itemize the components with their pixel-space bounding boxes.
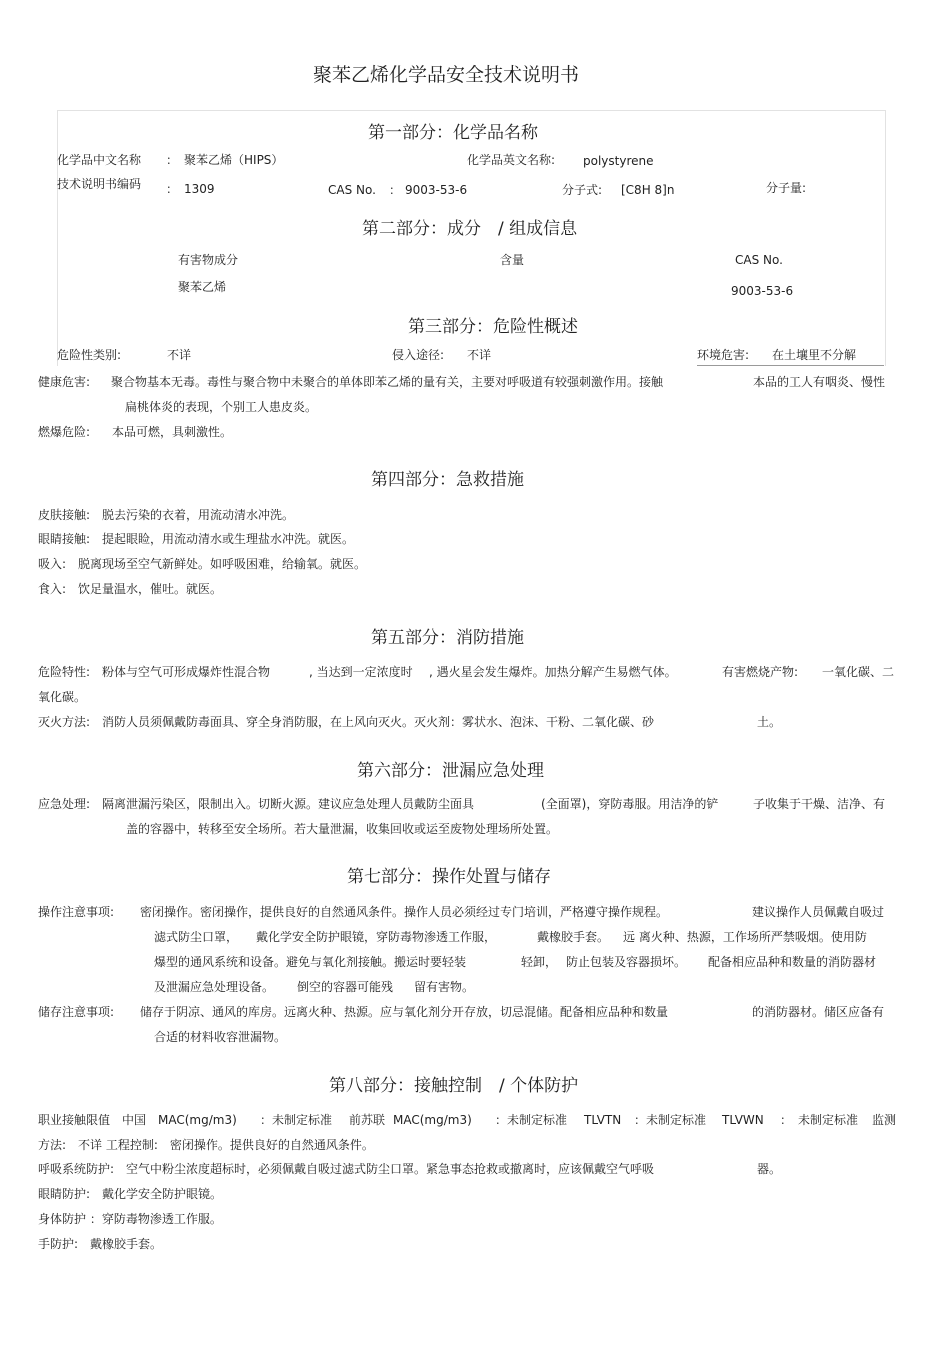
colon: ： [166,182,179,196]
handling-text: 留有害物。 [414,980,475,994]
handling-text: 倒空的容器可能残 [297,980,394,994]
cn-name-label: 化学品中文名称 [57,153,142,167]
cas-value: 9003-53-6 [405,183,468,197]
molecular-weight-label: 分子量: [766,181,807,195]
eye-protection: 眼睛防护: 戴化学安全防护眼镜。 [38,1187,223,1201]
spill-response-text: 盖的容器中，转移至安全场所。若大量泄漏，收集回收或运至废物处理场所处置。 [126,822,559,836]
handling-text: 远 离火种、热源，工作场所严禁吸烟。使用防 [623,930,867,944]
exposure-limits-text: 职业接触限值 中国 [38,1113,147,1127]
handling-text: 防止包装及容器损坏。 [566,955,687,969]
section-7-heading: 第七部分：操作处置与储存 [347,867,551,887]
hand-protection: 手防护: 戴橡胶手套。 [38,1237,163,1251]
extinguishing-method: 灭火方法: 消防人员须佩戴防毒面具、穿全身消防服，在上风向灭火。灭火剂：雾状水、泡沫、干粉、二氧化碳、砂 [38,715,655,729]
first-aid-eye: 眼睛接触: 提起眼睑，用流动清水或生理盐水冲洗。就医。 [38,532,355,546]
monitoring-engineering-text: 方法: 不详 工程控制: 密闭操作。提供良好的自然通风条件。 [38,1138,374,1152]
spill-response-text: 应急处理: 隔离泄漏污染区，限制出入。切断火源。建议应急处理人员戴防尘面具 [38,797,475,811]
exposure-limits-text: 监测 [872,1113,897,1127]
column-header-cas: CAS No. [735,253,783,267]
body-protection: 身体防护 ：穿防毒物渗透工作服。 [38,1212,222,1226]
section-4-heading: 第四部分：急救措施 [371,470,524,490]
handling-label: 操作注意事项: [38,905,115,919]
divider [697,365,884,366]
exposure-limits-text: MAC(mg/m3) [393,1113,472,1127]
handling-text: 及泄漏应急处理设备。 [154,980,275,994]
exposure-limits-text: ：未制定标准 [634,1113,707,1127]
route-label: 侵入途径: [392,348,445,362]
fire-hazard-label: 燃爆危险: [38,425,91,439]
en-name-value: polystyrene [583,154,654,168]
health-hazard-text: 本品的工人有咽炎、慢性 [753,375,886,389]
colon: ： [166,153,179,167]
cn-name-value: 聚苯乙烯（HIPS） [184,153,284,167]
handling-text: 戴橡胶手套。 [537,930,610,944]
section-3-heading: 第三部分：危险性概述 [408,317,578,337]
first-aid-ingest: 食入: 饮足量温水，催吐。就医。 [38,582,223,596]
exposure-limits-text: TLVWN [722,1113,764,1127]
section-2-heading: 第二部分：成分 / 组成信息 [362,219,578,239]
document-title: 聚苯乙烯化学品安全技术说明书 [313,64,580,86]
exposure-limits-text: ：未制定标准 [260,1113,333,1127]
storage-label: 储存注意事项: [38,1005,115,1019]
column-header-component: 有害物成分 [178,253,239,267]
health-hazard-text: 聚合物基本无毒。毒性与聚合物中未聚合的单体即苯乙烯的量有关，主要对呼吸道有较强刺激作用。接触 [111,375,664,389]
formula-label: 分子式: [562,183,603,197]
exposure-limits-text: TLVTN [584,1113,622,1127]
exposure-limits-text: 未制定标准 [798,1113,859,1127]
extinguishing-method: 土。 [757,715,782,729]
combustion-products-label: 有害燃烧产物: [722,665,799,679]
fire-property-text: , 遇火星会发生爆炸。加热分解产生易燃气体。 [429,665,677,679]
component-name: 聚苯乙烯 [178,280,227,294]
respiratory-protection: 器。 [757,1162,782,1176]
storage-text: 合适的材料收容泄漏物。 [154,1030,287,1044]
handling-text: 密闭操作。密闭操作，提供良好的自然通风条件。操作人员必须经过专门培训，严格遵守操作规程。 [140,905,669,919]
colon: ： [389,183,402,197]
health-hazard-label: 健康危害: [38,375,91,389]
cas-label: CAS No. [328,183,376,197]
section-1-heading: 第一部分：化学品名称 [368,123,538,143]
section-8-heading: 第八部分：接触控制 / 个体防护 [329,1076,579,1096]
storage-text: 储存于阴凉、通风的库房。远离火种、热源。应与氧化剂分开存放，切忌混储。配备相应品种和数量 [140,1005,669,1019]
handling-text: 戴化学安全防护眼镜，穿防毒物渗透工作服， [256,930,497,944]
hazard-category-label: 危险性类别: [57,348,122,362]
handling-text: 配备相应品种和数量的消防器材 [708,955,877,969]
env-hazard-label: 环境危害: [697,348,750,362]
fire-property-text: 危险特性: 粉体与空气可形成爆炸性混合物 [38,665,271,679]
exposure-limits-text: 前苏联 [349,1113,386,1127]
env-hazard-value: 在土壤里不分解 [772,348,857,362]
first-aid-inhale: 吸入: 脱离现场至空气新鲜处。如呼吸困难，给输氧。就医。 [38,557,367,571]
handling-text: 滤式防尘口罩， [154,930,239,944]
respiratory-protection: 呼吸系统防护: 空气中粉尘浓度超标时，必须佩戴自吸过滤式防尘口罩。紧急事态抢救或撤离时，应该佩戴空气呼吸 [38,1162,655,1176]
storage-text: 的消防器材。储区应备有 [752,1005,885,1019]
combustion-products-value: 一氧化碳、二 [822,665,895,679]
formula-value: [C8H 8]n [621,183,675,197]
handling-text: 爆型的通风系统和设备。避免与氧化剂接触。搬运时要轻装 [154,955,467,969]
component-cas: 9003-53-6 [731,284,794,298]
exposure-limits-text: ：未制定标准 [495,1113,568,1127]
exposure-limits-text: MAC(mg/m3) [158,1113,237,1127]
fire-hazard-value: 本品可燃，具刺激性。 [112,425,233,439]
hazard-category-value: 不详 [167,348,192,362]
handling-text: 建议操作人员佩戴自吸过 [752,905,885,919]
first-aid-skin: 皮肤接触: 脱去污染的衣着，用流动清水冲洗。 [38,508,295,522]
spill-response-text: 子收集于干燥、洁净、有 [753,797,886,811]
fire-property-text: , 当达到一定浓度时 [309,665,413,679]
handling-text: 轻卸， [521,955,558,969]
section-5-heading: 第五部分：消防措施 [371,628,524,648]
exposure-limits-text: ： [780,1113,793,1127]
code-value: 1309 [184,182,215,196]
health-hazard-text: 扁桃体炎的表现，个别工人患皮炎。 [125,400,318,414]
section-6-heading: 第六部分：泄漏应急处理 [357,761,544,781]
code-label: 技术说明书编码 [57,177,142,191]
en-name-label: 化学品英文名称: [467,153,556,167]
fire-property-text: 氧化碳。 [38,690,87,704]
spill-response-text: (全面罩)，穿防毒服。用洁净的铲 [541,797,719,811]
column-header-content: 含量 [500,253,525,267]
route-value: 不详 [467,348,492,362]
